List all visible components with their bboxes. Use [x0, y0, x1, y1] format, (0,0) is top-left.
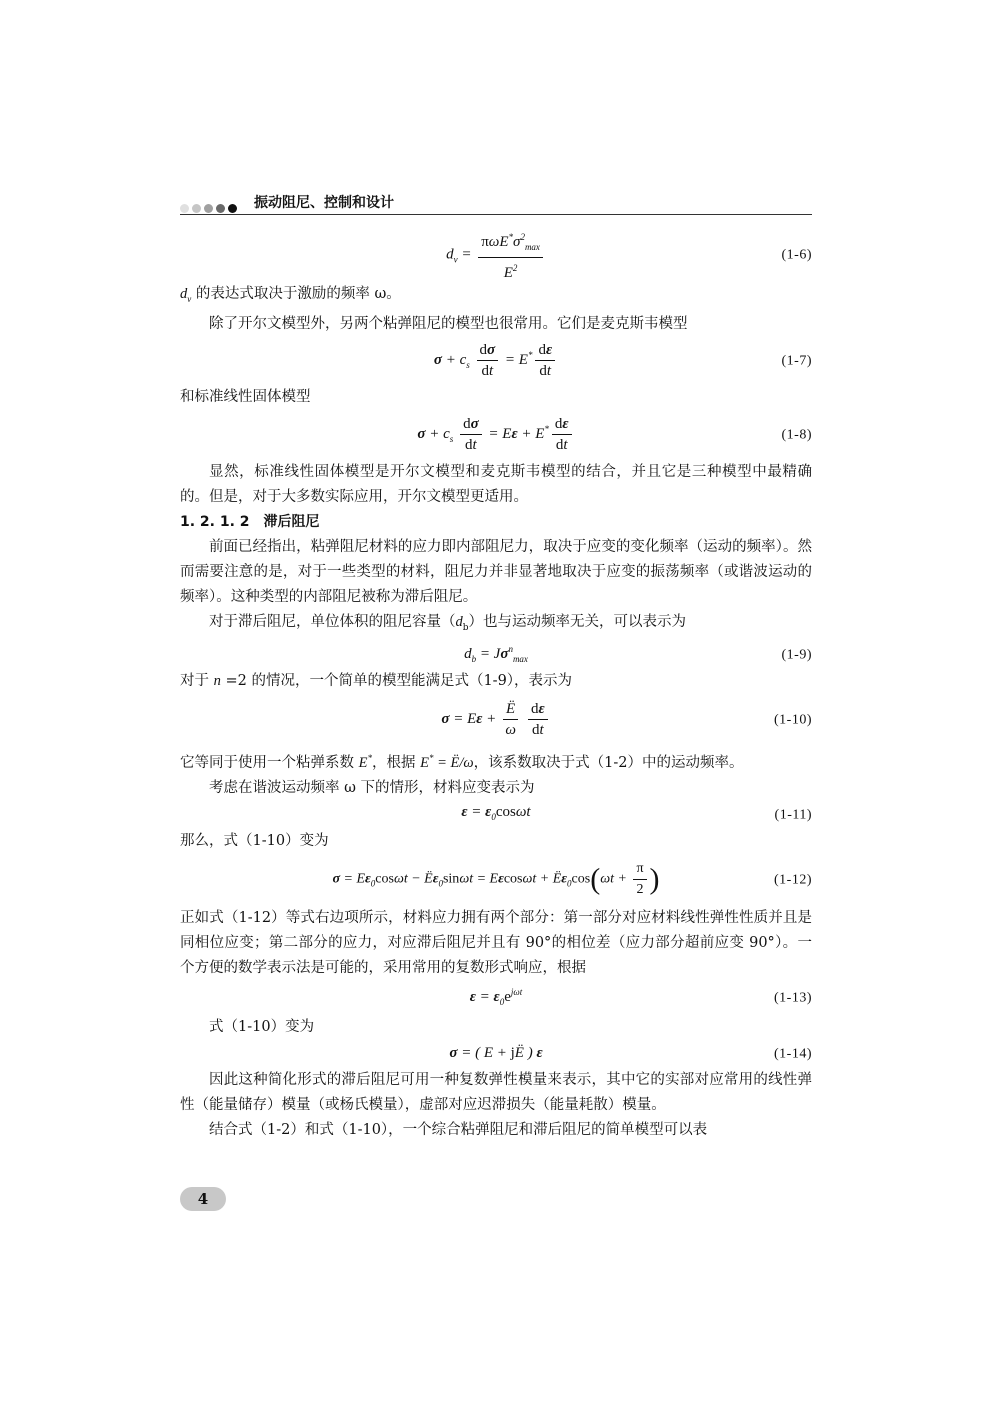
header-dot: [192, 204, 201, 213]
paragraph: 考虑在谐波运动频率 ω 下的情形，材料应变表示为: [209, 779, 535, 796]
equation-1-12: $\sigma = E\varepsilon_0\cos\omega t$ − $Ë\varepsilon_0\sin\omega t = E\varepsilon\cos\omega t$ + $Ë\varepsilon_0\cos(\omega t$ + $\frac{\pi}{2}$ ) (1-12): [332, 861, 812, 898]
equation-1-9: $d_b = J\sigma^n_{max}$ (1-9): [180, 643, 812, 667]
paragraph: 显然，标准线性固体模型是开尔文模型和麦克斯韦模型的结合，并且它是三种模型中最精确的。但是，对于大多数实际应用，开尔文模型更适用。: [180, 463, 812, 505]
chapter-title: 振动阻尼、控制和设计: [254, 195, 394, 211]
paragraph: 正如式（1-12）等式右边项所示，材料应力拥有两个部分：第一部分对应材料线性弹性性质并且是同相位应变；第二部分的应力，对应滞后阻尼并且有 90°的相位差（应力部分超前应变 90°）。一个方便的数学表示法是可能的，采用常用的复数形式响应，根据: [180, 909, 812, 976]
equation-1-7: $\sigma + c_s$ $\frac{d\sigma}{dt}$ = E* $\frac{d\varepsilon}{dt}$ (1-7): [433, 342, 812, 380]
equation-number: (1-6): [781, 247, 812, 263]
equation-number: (1-8): [781, 427, 812, 443]
equation-number: (1-14): [774, 1046, 812, 1062]
paragraph: 除了开尔文模型外，另两个粘弹阻尼的模型也很常用。它们是麦克斯韦模型: [209, 315, 688, 332]
paragraph: 结合式（1-2）和式（1-10），一个综合粘弹阻尼和滞后阻尼的简单模型可以表: [209, 1121, 708, 1138]
header-dot: [216, 204, 225, 213]
equation-number: (1-13): [774, 990, 812, 1006]
header-dots: [180, 198, 240, 217]
running-header: [180, 192, 812, 215]
equation-number: (1-11): [774, 807, 812, 823]
paragraph: 对于 n =2 的情况，一个简单的模型能满足式（1-9），表示为: [180, 672, 573, 689]
equation-number: (1-9): [781, 647, 812, 663]
equation-1-13: $\varepsilon = \varepsilon_0e^{j\omega t}$ (1-13): [180, 983, 812, 1013]
paragraph: 那么，式（1-10）变为: [180, 832, 329, 849]
page-number: 4: [180, 1187, 226, 1211]
equation-1-10: σ = Eε + $\frac{Ë}{\omega}$ $\frac{d\varepsilon}{dt}$ (1-10): [441, 701, 812, 739]
equation-number: (1-12): [774, 872, 812, 888]
section-heading: 1. 2. 1. 2 滞后阻尼: [180, 513, 320, 530]
paragraph: 式（1-10）变为: [209, 1018, 315, 1035]
equation-number: (1-7): [781, 353, 812, 369]
paragraph: 因此这种简化形式的滞后阻尼可用一种复数弹性模量来表示，其中它的实部对应常用的线性弹性（能量储存）模量（或杨氏模量），虚部对应迟滞损失（能量耗散）模量。: [180, 1071, 812, 1113]
paragraph: 前面已经指出，粘弹阻尼材料的应力即内部阻尼力，取决于应变的变化频率（运动的频率）。然而需要注意的是，对于一些类型的材料，阻尼力并非显著地取决于应变的振荡频率（或谐波运动的频率）。这种类型的内部阻尼被称为滞后阻尼。: [180, 538, 812, 605]
equation-1-8: $\sigma + c_s$ $\frac{d\sigma}{dt}$ = Eε + E* $\frac{d\varepsilon}{dt}$ (1-8): [417, 416, 812, 454]
paragraph: 它等同于使用一个粘弹系数 E*，根据 E* = Ë/ω，该系数取决于式（1-2）中的运动频率。: [180, 752, 744, 771]
paragraph: $d_v$ 的表达式取决于激励的频率 ω。: [180, 286, 401, 304]
header-dot: [204, 204, 213, 213]
equation-1-11: $\varepsilon = \varepsilon_0\cos\omega t$ (1-11): [180, 803, 812, 827]
equation-number: (1-10): [774, 712, 812, 728]
equation-1-14: σ = ( E + jË ) ε (1-14): [180, 1042, 812, 1066]
paragraph: 对于滞后阻尼，单位体积的阻尼容量$(d_b)$也与运动频率无关，可以表示为: [209, 613, 687, 633]
header-dot: [180, 204, 189, 213]
paragraph: 和标准线性固体模型: [180, 388, 311, 405]
header-dot: [228, 204, 237, 213]
equation-1-6: $d_v$ = $\frac{\pi\omega E^*\sigma^2_{max}}{E^2}$ (1-6): [180, 230, 812, 280]
page-body: [180, 228, 812, 1143]
